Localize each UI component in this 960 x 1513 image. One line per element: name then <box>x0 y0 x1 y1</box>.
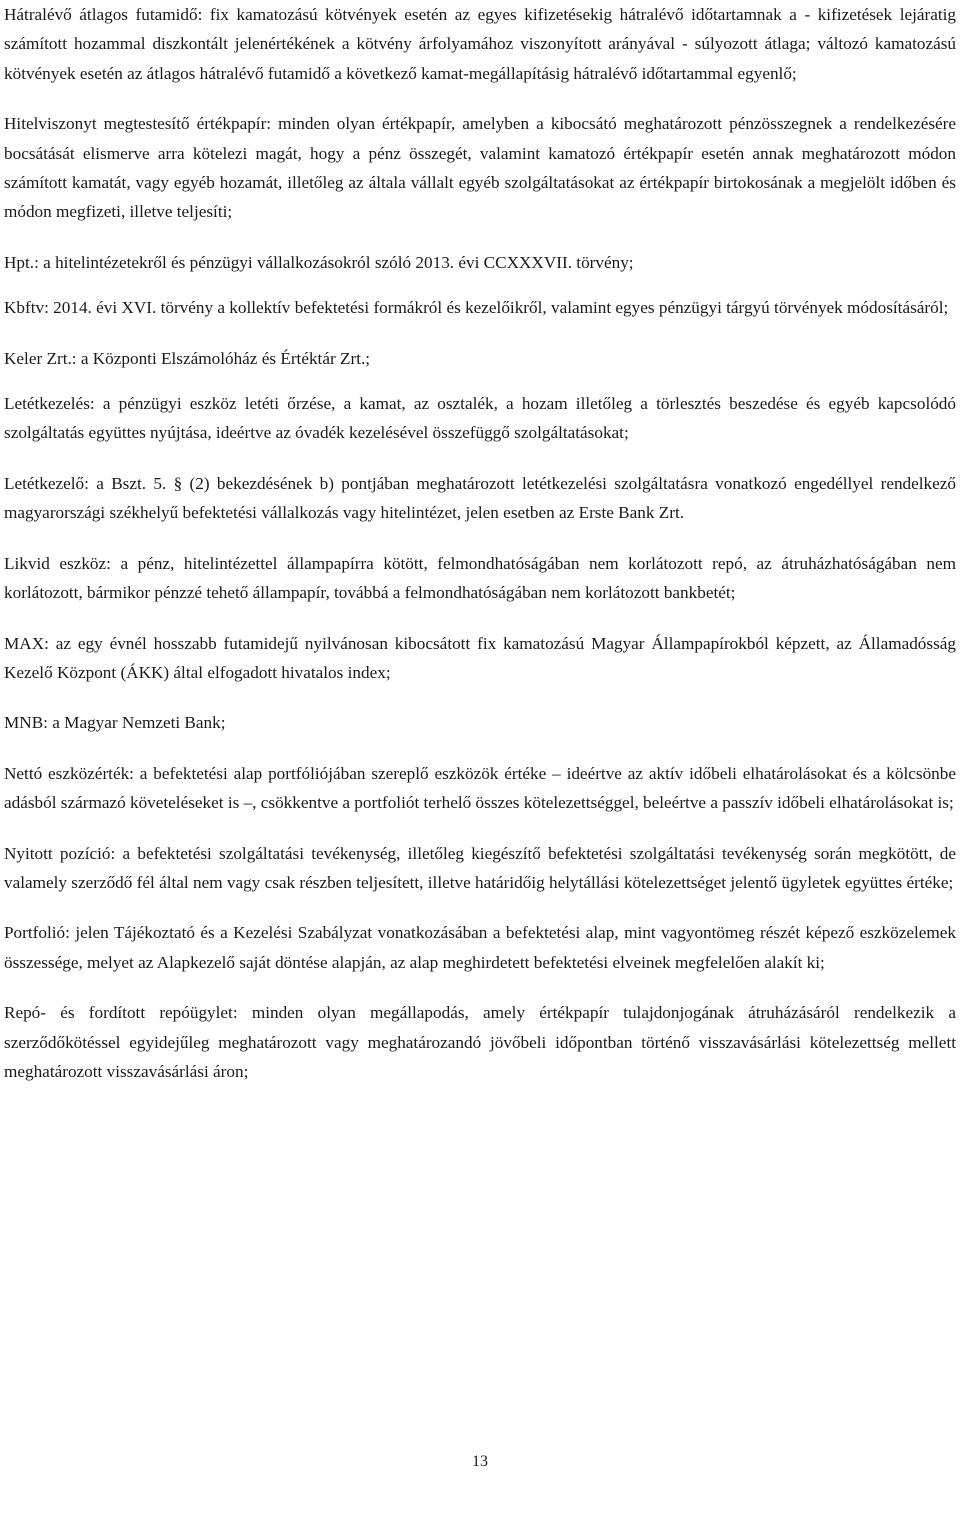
definition-hpt: Hpt.: a hitelintézetekről és pénzügyi vállalkozásokról szóló 2013. évi CCXXXVII. törvény; <box>4 252 634 272</box>
definition-kbftv: Kbftv: 2014. évi XVI. törvény a kollektív befektetési formákról és kezelőikről, valamint egyes pénzügyi tárgyú törvények módosításáról; <box>4 298 949 318</box>
definition-hatralevo-atlagos-futamido: Hátralévő átlagos futamidő: fix kamatozású kötvények esetén az egyes kifizetésekig hátralévő időtartamnak a - kifizetések lejáratig számított hozammal diszkontált jelenértékének a kötvény árfolyamához viszonyított arányával - súlyozott átlaga; változó kamatozású kötvények esetén az átlagos hátralévő futamidő a következő kamat-megállapításig hátralévő időtartammal egyenlő; <box>4 5 956 83</box>
definition-max: MAX: az egy évnél hosszabb futamidejű nyilvánosan kibocsátott fix kamatozású Magyar Állampapírokból képzett, az Államadósság Kezelő Központ (ÁKK) által elfogadott hivatalos index; <box>4 633 956 682</box>
definition-mnb: MNB: a Magyar Nemzeti Bank; <box>4 713 226 733</box>
definition-likvid-eszkoz: Likvid eszköz: a pénz, hitelintézettel állampapírra kötött, felmondhatóságában nem korlátozott repó, az átruházhatóságában nem korlátozott, bármikor pénzzé tehető állampapír, továbbá a felmondhatóságában nem korlátozott bankbetét; <box>4 553 956 603</box>
definition-netto-eszkozertek: Nettó eszközérték: a befektetési alap portfóliójában szereplő eszközök értéke – ideértve az aktív időbeli elhatárolásokat és a kölcsönbe adásból származó követeléseket is –, csökkentve a portfoliót terhelő összes kötelezettséggel, beleértve a passzív időbeli elhatárolásokat is; <box>4 763 956 813</box>
definition-keler-zrt: Keler Zrt.: a Központi Elszámolóház és Értéktár Zrt.; <box>4 348 371 368</box>
definition-portfolio: Portfolió: jelen Tájékoztató és a Kezelési Szabályzat vonatkozásában a befektetési alap, mint vagyontömeg részét képező eszközelemek összessége, melyet az Alapkezelő saját döntése alapján, az alap meghirdetett befektetési elveinek megfelelően alakít ki; <box>4 923 956 972</box>
document-body <box>4 0 956 1107</box>
definition-repo-ugylet: Repó- és fordított repóügylet: minden olyan megállapodás, amely értékpapír tulajdonjogának átruházásáról rendelkezik a szerződőkötéssel egyidejűleg meghatározott vagy meghatározandó jövőbeli időpontban történő visszavásárlási kötelezettség mellett meghatározott visszavásárlási áron; <box>4 1003 956 1081</box>
definition-hitelviszonyt-megtestesito-ertekpapir: Hitelviszonyt megtestesítő értékpapír: minden olyan értékpapír, amelyben a kibocsátó meghatározott pénzösszegnek a rendelkezésére bocsátását elismerve arra kötelezi magát, hogy a pénz összegét, valamint kamatozó értékpapír esetén annak meghatározott módon számított kamatát, vagy egyéb hozamát, illetőleg az általa vállalt egyéb szolgáltatásokat az értékpapír birtokosának a megjelölt időben és módon megfizeti, illetve teljesíti; <box>4 114 956 222</box>
definition-letetkezeles: Letétkezelés: a pénzügyi eszköz letéti őrzése, a kamat, az osztalék, a hozam illetőleg a törlesztés beszedése és egyéb kapcsolódó szolgáltatás együttes nyújtása, ideértve az óvadék kezelésével összefüggő szolgáltatásokat; <box>4 394 956 443</box>
page-number: 13 <box>472 1453 488 1470</box>
definition-nyitott-pozicio: Nyitott pozíció: a befektetési szolgáltatási tevékenység, illetőleg kiegészítő befektetési szolgáltatási tevékenység során megkötött, de valamely szerződő fél által nem vagy csak részben teljesített, illetve határidőig helytállási kötelezettséget jelentő ügyletek együttes értéke; <box>4 843 956 892</box>
definition-letetkezelo: Letétkezelő: a Bszt. 5. § (2) bekezdésének b) pontjában meghatározott letétkezelési szolgáltatásra vonatkozó engedéllyel rendelkező magyarországi székhelyű befektetési vállalkozás vagy hitelintézet, jelen esetben az Erste Bank Zrt. <box>4 473 956 523</box>
